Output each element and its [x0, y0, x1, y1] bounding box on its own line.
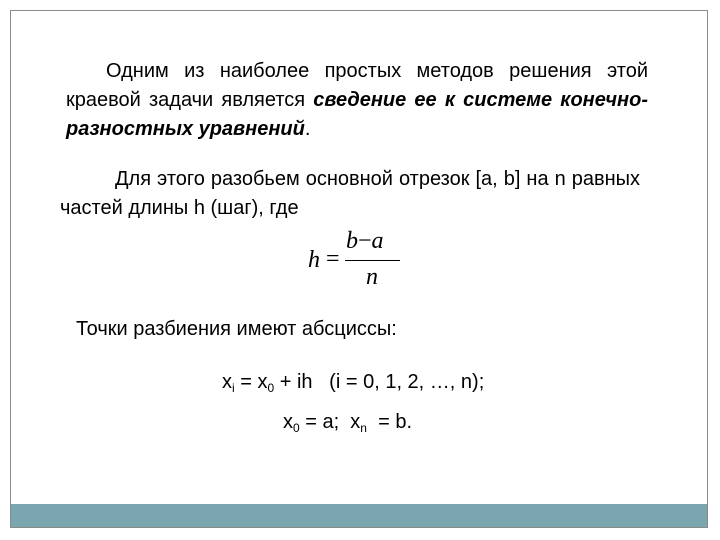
eq1-x: x	[222, 371, 232, 393]
formula-lhs: h	[308, 247, 320, 273]
eq2-sub-n: n	[360, 421, 367, 435]
equation-2	[283, 409, 412, 435]
paragraph-1-text: Одним из наиболее простых методов решения этой краевой задачи является	[66, 60, 648, 111]
eq2-rest: = b.	[366, 411, 412, 433]
formula-denominator: n	[366, 264, 378, 290]
paragraph-3: Точки разбиения имеют абсциссы:	[76, 318, 397, 340]
eq1-rest: + ih (i = 0, 1, 2, …, n);	[274, 371, 485, 393]
eq1-eq: = x	[234, 371, 268, 393]
step-formula	[300, 230, 410, 290]
eq1-sub-i: i	[232, 381, 235, 395]
bottom-bar	[11, 504, 707, 527]
paragraph-2	[60, 165, 640, 223]
numerator-minus: −	[358, 228, 372, 254]
eq2-sub-0: 0	[293, 421, 300, 435]
eq2-x: x	[283, 411, 293, 433]
eq2-mid: = a; x	[299, 411, 361, 433]
formula-equals: =	[326, 246, 340, 272]
numerator-a: a	[371, 228, 384, 254]
paragraph-1-emphasis: сведение ее к системе конечно-разностных уравнений	[66, 89, 648, 140]
paragraph-2-text: Для этого разобьем основной отрезок [a, b] на n равных частей длины h (шаг), где	[60, 168, 640, 219]
fraction-bar	[345, 260, 400, 261]
formula-numerator	[346, 228, 384, 255]
paragraph-1	[66, 57, 648, 144]
equation-1	[222, 369, 484, 395]
paragraph-1-end: .	[304, 118, 311, 140]
numerator-b: b	[346, 228, 358, 254]
eq1-sub-0: 0	[267, 381, 275, 395]
